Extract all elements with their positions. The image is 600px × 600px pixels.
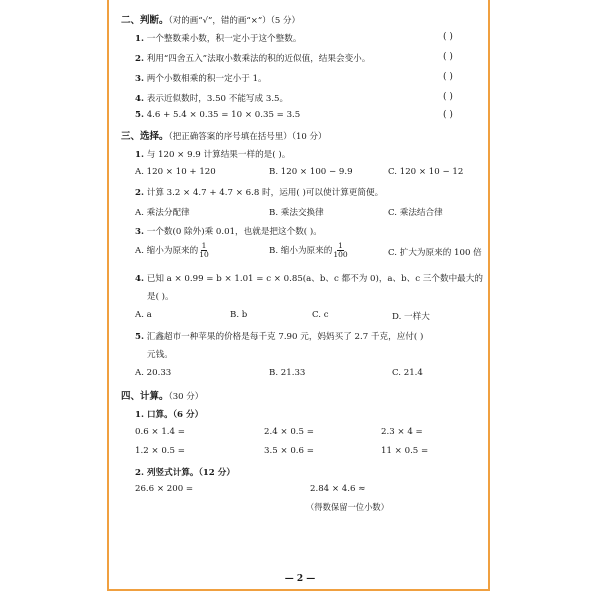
- vertical-calc-label: 2. 列竖式计算。（12 分）: [135, 468, 235, 478]
- oral-problem: 0.6 × 1.4 =: [135, 427, 185, 437]
- choice-q5: 5. 汇鑫超市一种苹果的价格是每千克 7.90 元，妈妈买了 2.7 千克，应付( ): [135, 332, 424, 342]
- q5-option-b[interactable]: B. 21.33: [269, 368, 306, 378]
- oral-problem: 11 × 0.5 =: [381, 446, 429, 456]
- section3-instruction: （把正确答案的序号填在括号里）（10 分）: [168, 132, 327, 142]
- page-number: — 2 —: [284, 574, 316, 584]
- section4-heading: [121, 388, 203, 402]
- q5-option-a[interactable]: A. 20.33: [135, 368, 172, 378]
- q2-option-c[interactable]: C. 乘法结合律: [388, 208, 443, 218]
- q3-option-a[interactable]: A. 缩小为原来的 $\frac{1}{10}$: [135, 241, 209, 259]
- q2-option-a[interactable]: A. 乘法分配律: [135, 208, 190, 218]
- judge-item-2: 2. 利用“四舍五入”法取小数乘法的积的近似值，结果会变小。: [135, 54, 371, 64]
- judge-item-1: 1. 一个整数乘小数，积一定小于这个整数。: [135, 34, 302, 44]
- oral-problem: 1.2 × 0.5 =: [135, 446, 185, 456]
- answer-paren-4[interactable]: ( ): [443, 92, 453, 102]
- vertical-problem-1: 26.6 × 200 =: [135, 484, 194, 494]
- choice-q3: 3. 一个数(0 除外)乘 0.01，也就是把这个数( )。: [135, 227, 322, 237]
- answer-paren-5[interactable]: ( ): [443, 110, 453, 120]
- q4-option-c[interactable]: C. c: [312, 310, 329, 320]
- oral-calc-label: 1. 口算。（6 分）: [135, 410, 204, 420]
- choice-q4: 4. 已知 a × 0.99 = b × 1.01 = c × 0.85(a、b、c 都不为 0)，a、b、c 三个数中最大的: [135, 274, 483, 284]
- judge-item-5: 5. 4.6 + 5.4 × 0.35 = 10 × 0.35 = 3.5: [135, 110, 301, 120]
- q3-option-b[interactable]: B. 缩小为原来的 $\frac{1}{100}$: [269, 241, 348, 259]
- fraction-one-tenth: $\frac{1}{10}$: [199, 241, 209, 259]
- fraction-one-hundredth: $\frac{1}{100}$: [333, 241, 348, 259]
- q4-option-d[interactable]: D. 一样大: [392, 312, 430, 322]
- choice-q5-line2: 元钱。: [147, 350, 173, 360]
- section3-title: 三、选择。: [121, 131, 169, 142]
- section4-instruction: （30 分）: [168, 392, 204, 402]
- oral-problem: 2.3 × 4 =: [381, 427, 423, 437]
- q5-option-c[interactable]: C. 21.4: [392, 368, 423, 378]
- rounding-note: （得数保留一位小数）: [306, 502, 389, 512]
- section2-title: 二、判断。: [121, 15, 169, 26]
- judge-item-3: 3. 两个小数相乘的积一定小于 1。: [135, 74, 267, 84]
- answer-paren-3[interactable]: ( ): [443, 72, 453, 82]
- section4-title: 四、计算。: [121, 391, 169, 402]
- oral-problem: 3.5 × 0.6 =: [264, 446, 314, 456]
- q1-option-c[interactable]: C. 120 × 10 − 12: [388, 167, 464, 177]
- oral-problem: 2.4 × 0.5 =: [264, 427, 314, 437]
- q3-option-c[interactable]: C. 扩大为原来的 100 倍: [388, 248, 482, 258]
- section2-instruction: （对的画“√”，错的画“×”）（5 分）: [168, 16, 301, 26]
- section2-heading: [121, 12, 300, 26]
- choice-q4-line2: 是( )。: [147, 292, 174, 302]
- choice-q2: 2. 计算 3.2 × 4.7 + 4.7 × 6.8 时，运用( )可以使计算更简便。: [135, 188, 384, 198]
- judge-item-4: 4. 表示近似数时，3.50 不能写成 3.5。: [135, 94, 289, 104]
- answer-paren-1[interactable]: ( ): [443, 32, 453, 42]
- q1-option-a[interactable]: A. 120 × 10 + 120: [135, 167, 216, 177]
- q4-option-b[interactable]: B. b: [230, 310, 248, 320]
- section3-heading: [121, 128, 327, 142]
- q2-option-b[interactable]: B. 乘法交换律: [269, 208, 324, 218]
- q4-option-a[interactable]: A. a: [135, 310, 152, 320]
- q1-option-b[interactable]: B. 120 × 100 − 9.9: [269, 167, 353, 177]
- answer-paren-2[interactable]: ( ): [443, 52, 453, 62]
- vertical-problem-2: 2.84 × 4.6 ≈: [310, 484, 366, 494]
- choice-q1: 1. 与 120 × 9.9 计算结果一样的是( )。: [135, 150, 291, 160]
